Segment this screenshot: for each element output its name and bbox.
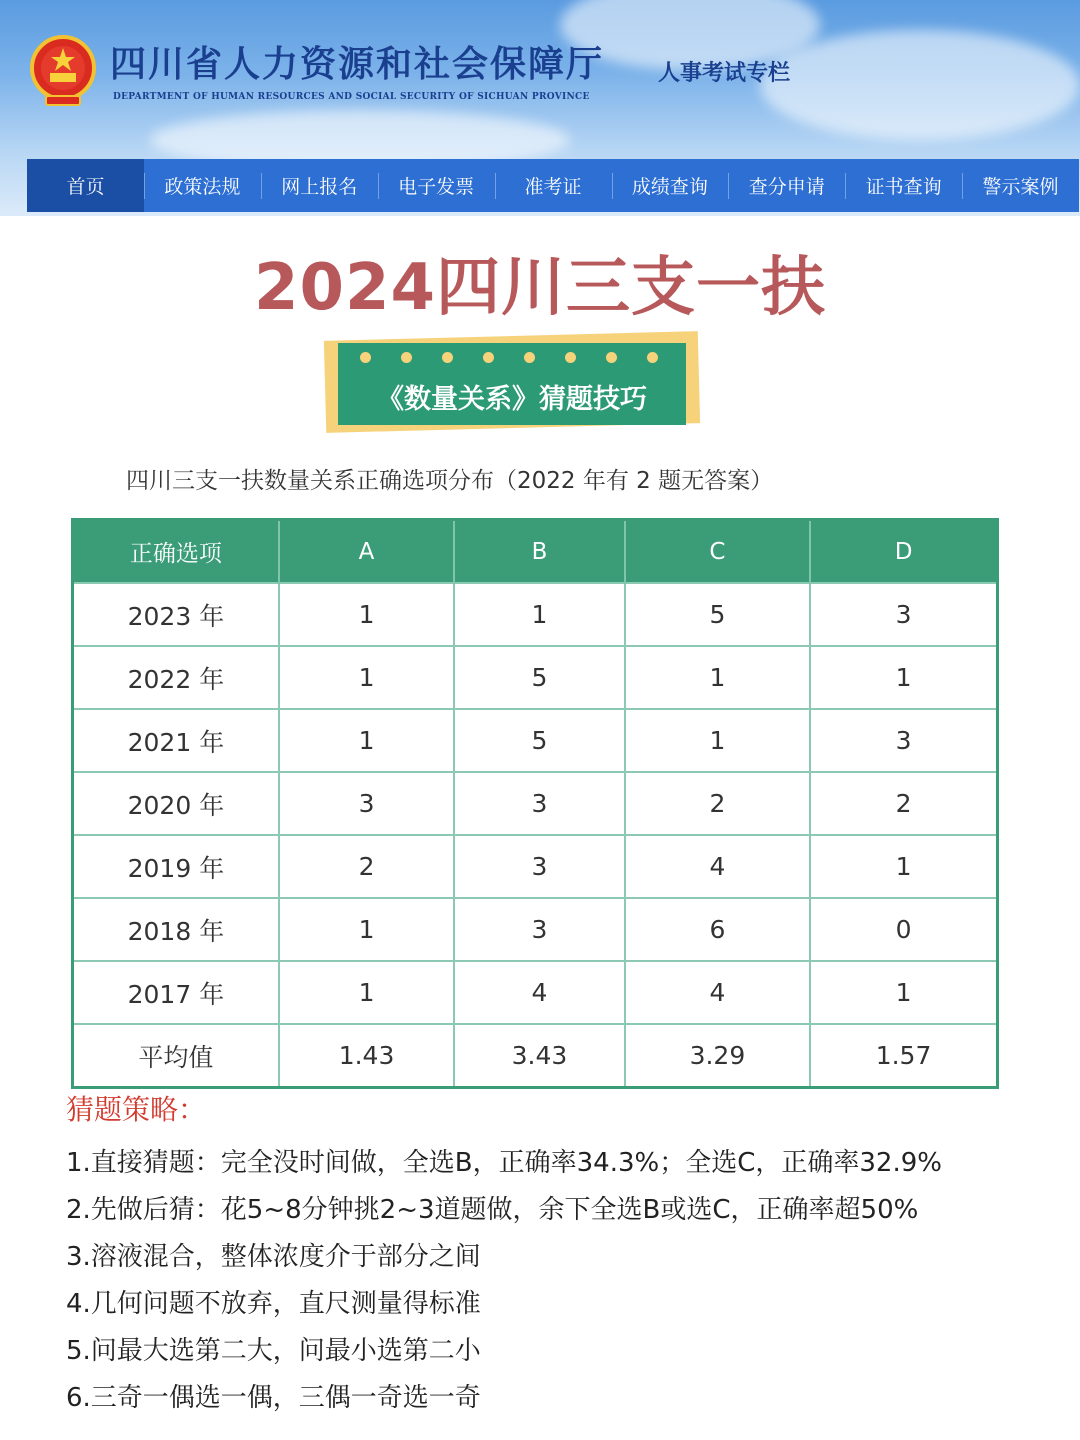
dot-decoration xyxy=(483,352,494,363)
site-title: 四川省人力资源和社会保障厅 xyxy=(110,43,605,85)
table-cell: 2 xyxy=(810,772,997,835)
table-cell: 6 xyxy=(625,898,810,961)
table-cell: 2 xyxy=(279,835,454,898)
table-cell: 1.57 xyxy=(810,1024,997,1088)
table-cell: 1.43 xyxy=(279,1024,454,1088)
dot-decoration xyxy=(565,352,576,363)
dot-decoration xyxy=(647,352,658,363)
national-emblem-icon xyxy=(28,34,98,110)
strategy-item: 1.直接猜题：完全没时间做，全选B，正确率34.3%；全选C，正确率32.9% xyxy=(66,1148,942,1178)
strategy-list xyxy=(66,1140,942,1422)
table-cell: 4 xyxy=(625,835,810,898)
table-cell: 1 xyxy=(625,709,810,772)
strategy-item: 3.溶液混合，整体浓度介于部分之间 xyxy=(66,1242,481,1272)
row-label-cell: 2023 年 xyxy=(73,583,279,646)
table-cell: 1 xyxy=(279,898,454,961)
table-cell: 0 xyxy=(810,898,997,961)
badge-text: 《数量关系》猜题技巧 xyxy=(377,384,647,415)
table-row xyxy=(73,898,998,961)
table-cell: 1 xyxy=(279,709,454,772)
dot-decoration xyxy=(606,352,617,363)
table-row xyxy=(73,772,998,835)
table-row xyxy=(73,961,998,1024)
table-cell: 1 xyxy=(810,961,997,1024)
table-row xyxy=(73,835,998,898)
strategy-item: 5.问最大选第二大，问最小选第二小 xyxy=(66,1336,481,1366)
table-cell: 1 xyxy=(279,583,454,646)
topic-badge xyxy=(338,343,686,425)
nav-item-invoice[interactable]: 电子发票 xyxy=(378,159,495,212)
table-cell: 1 xyxy=(625,646,810,709)
strategy-item: 4.几何问题不放弃，直尺测量得标准 xyxy=(66,1289,481,1319)
column-header: D xyxy=(810,520,997,584)
table-row xyxy=(73,709,998,772)
nav-item-warning-cases[interactable]: 警示案例 xyxy=(962,159,1079,212)
table-caption: 四川三支一扶数量关系正确选项分布（2022 年有 2 题无答案） xyxy=(126,468,774,494)
table-row xyxy=(73,583,998,646)
dot-decoration xyxy=(360,352,371,363)
column-header: 正确选项 xyxy=(73,520,279,584)
table-cell: 3 xyxy=(454,772,624,835)
strategy-item: 2.先做后猜：花5~8分钟挑2~3道题做，余下全选B或选C，正确率超50% xyxy=(66,1195,919,1225)
answer-distribution-table xyxy=(71,518,999,1089)
row-label-cell: 2022 年 xyxy=(73,646,279,709)
row-label-cell: 2021 年 xyxy=(73,709,279,772)
dot-decoration xyxy=(442,352,453,363)
strategy-title: 猜题策略： xyxy=(66,1093,207,1126)
nav-item-registration[interactable]: 网上报名 xyxy=(261,159,378,212)
dot-decoration xyxy=(401,352,412,363)
table-cell: 5 xyxy=(454,646,624,709)
table-cell: 3 xyxy=(454,898,624,961)
table-cell: 5 xyxy=(625,583,810,646)
table-cell: 1 xyxy=(279,646,454,709)
table-cell: 3.43 xyxy=(454,1024,624,1088)
table-cell: 3 xyxy=(810,583,997,646)
row-label-cell: 2018 年 xyxy=(73,898,279,961)
nav-item-policy[interactable]: 政策法规 xyxy=(144,159,261,212)
column-label: 人事考试专栏 xyxy=(658,60,791,86)
header-banner xyxy=(0,0,1080,216)
row-label-cell: 2017 年 xyxy=(73,961,279,1024)
table-cell: 3.29 xyxy=(625,1024,810,1088)
nav-item-score-review[interactable]: 查分申请 xyxy=(728,159,845,212)
table-body xyxy=(73,583,998,1088)
table-cell: 1 xyxy=(279,961,454,1024)
table-cell: 1 xyxy=(810,646,997,709)
table-row xyxy=(73,646,998,709)
row-label-cell: 平均值 xyxy=(73,1024,279,1088)
table-header-row xyxy=(73,520,998,584)
strategy-item: 6.三奇一偶选一偶，三偶一奇选一奇 xyxy=(66,1383,481,1413)
column-header: C xyxy=(625,520,810,584)
site-subtitle: DEPARTMENT OF HUMAN RESOURCES AND SOCIAL SECURITY OF SICHUAN PROVINCE xyxy=(113,92,590,102)
table-cell: 3 xyxy=(279,772,454,835)
table-cell: 3 xyxy=(454,835,624,898)
table-cell: 4 xyxy=(454,961,624,1024)
badge-dots xyxy=(360,352,658,363)
column-header: A xyxy=(279,520,454,584)
table-cell: 4 xyxy=(625,961,810,1024)
nav-item-certificate-query[interactable]: 证书查询 xyxy=(845,159,962,212)
table-row xyxy=(73,1024,998,1088)
main-nav xyxy=(27,159,1079,212)
dot-decoration xyxy=(524,352,535,363)
table-cell: 2 xyxy=(625,772,810,835)
column-header: B xyxy=(454,520,624,584)
nav-item-score-query[interactable]: 成绩查询 xyxy=(612,159,729,212)
table-cell: 1 xyxy=(810,835,997,898)
nav-item-admission-ticket[interactable]: 准考证 xyxy=(495,159,612,212)
cloud-decoration xyxy=(760,30,1080,140)
table-cell: 3 xyxy=(810,709,997,772)
table-cell: 1 xyxy=(454,583,624,646)
table-cell: 5 xyxy=(454,709,624,772)
nav-item-home[interactable]: 首页 xyxy=(27,159,144,212)
page-title: 2024四川三支一扶 xyxy=(253,251,827,325)
row-label-cell: 2019 年 xyxy=(73,835,279,898)
row-label-cell: 2020 年 xyxy=(73,772,279,835)
